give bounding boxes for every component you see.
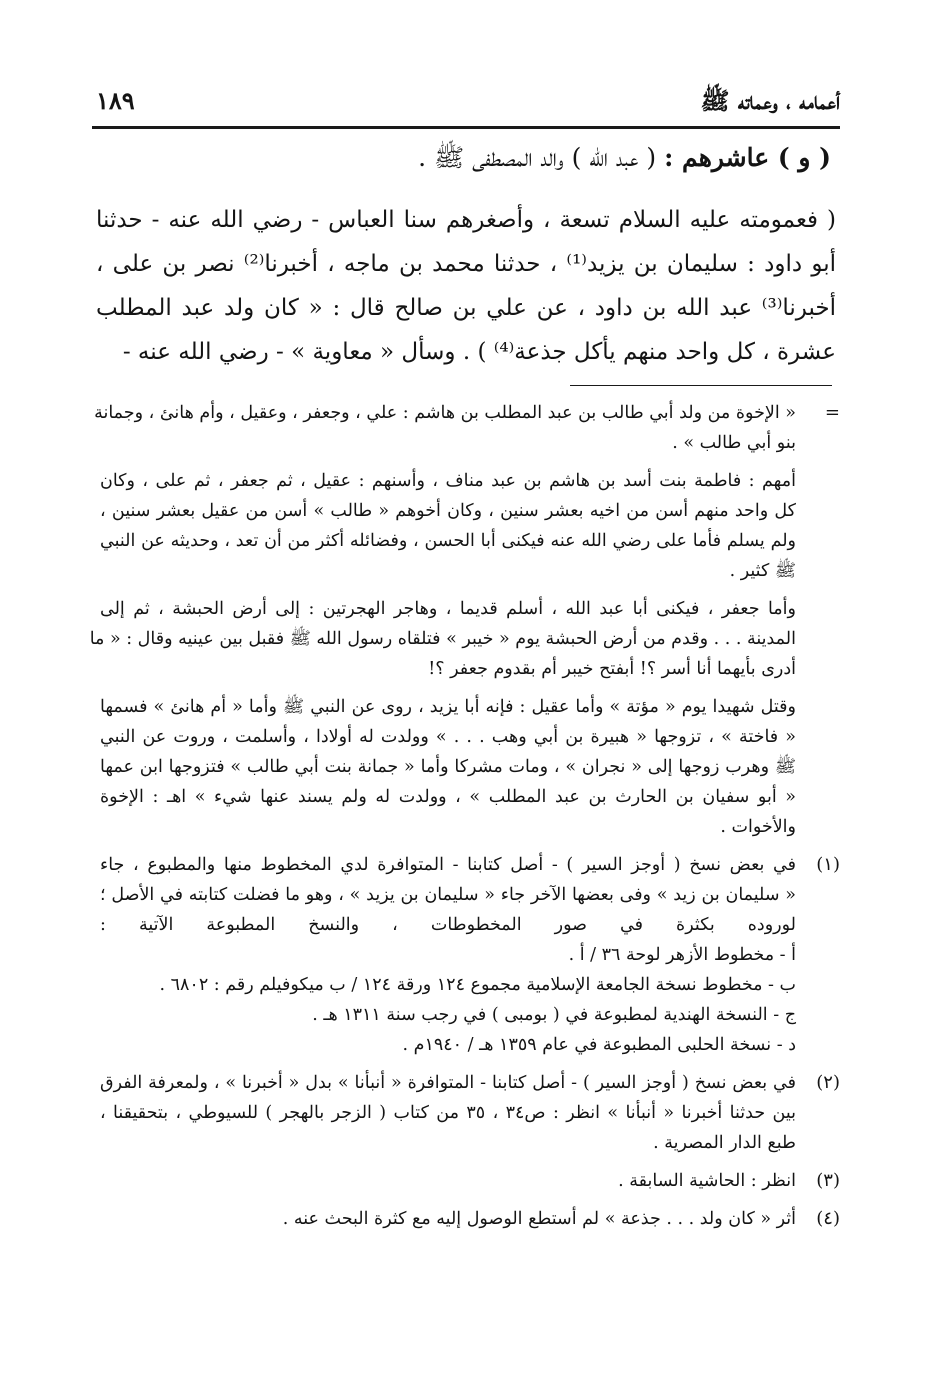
page-header (92, 80, 840, 129)
footnote-text (89, 594, 796, 684)
footnote-text (100, 1068, 796, 1158)
footnote-line: « فاختة » ، تزوجها « هبيرة بن أبي وهب . . . » وولدت له أولادا ، وأسلمت ، وروت عن النبي (100, 727, 796, 747)
footnote-line: ج - النسخة الهندية لمطبوعة في ( بومبى ) في رجب سنة ١٣١١ هـ . (312, 1005, 796, 1025)
footnote-mark: (١) (816, 854, 840, 875)
footnote (100, 1068, 840, 1158)
footnote (100, 466, 840, 586)
footnote-text (100, 466, 796, 586)
footnote-mark: = (824, 402, 840, 423)
footnote (89, 594, 840, 684)
footnote-separator (570, 385, 832, 386)
footnote-line: ولم يسلم فأما على رضي الله عنه فيكنى أبا الحسن ، وفضائله أكثر من أن تعد ، وحديثه عن النبي (100, 531, 796, 551)
heading-rest: ( عبد الله ) والد المصطفى ﷺ . (418, 143, 657, 172)
footnote-line: طبع الدار المصرية . (653, 1133, 796, 1153)
footnote-text (100, 850, 796, 1060)
footnote-line: ﷺ وهرب زوجها إلى « نجران » ، ومات مشركا وأما « جمانة بنت أبي طالب » فتزوجها ابن عمها (100, 757, 796, 777)
footnote-line: انظر : الحاشية السابقة . (618, 1171, 796, 1191)
footnote-line: وقتل شهيدا يوم « مؤتة » وأما عقيل : فإنه أبا يزيد ، روى عن النبي ﷺ وأما « أم هانئ » فسمها (100, 697, 796, 717)
footnotes (89, 398, 840, 1242)
footnote-line: « سليمان بن زيد » وفى بعضها الآخر جاء « سليمان بن يزيد » ، وهو ما فضلت كتابته في الأصل ؛ (100, 885, 796, 905)
footnote-line: وأما جعفر ، فيكنى أبا عبد الله ، أسلم قديما ، وهاجر الهجرتين : إلى أرض الحبشة ، ثم إلى (100, 599, 796, 619)
page-number: ١٨٩ (96, 86, 135, 115)
footnote-line: في بعض نسخ ( أوجز السير ) - أصل كتابنا - المتوافرة لدي المخطوط منها والمطبوع ، جاء (100, 855, 796, 875)
footnote (100, 1204, 840, 1234)
heading-lead: ( و ) عاشرهم : (664, 143, 831, 172)
footnote-line: المدينة . . . وقدم من أرض الحبشة يوم « خيبر » فتلقاه رسول الله ﷺ فقبل بين عينيه وقال : « ما (89, 629, 796, 649)
footnote-line: بين حدثنا أخبرنا « أنبأنا » انظر : ص٣٤ ، ٣٥ من كتاب ( الزجر بالهجر ) للسيوطي ، بتحقيقنا ، (100, 1103, 796, 1123)
footnote (100, 692, 840, 842)
body-line: أخبرنا⁽³⁾ عبد الله بن داود ، عن علي بن صالح قال : « كان ولد عبد المطلب (96, 295, 836, 321)
footnote (100, 850, 840, 1060)
footnote-line: أ - مخطوط الأزهر لوحة ٣٦ / أ . (568, 945, 796, 965)
body-line: عشرة ، كل واحد منهم يأكل جذعة⁽⁴⁾ ) . وسأل « معاوية » - رضي الله عنه - (122, 339, 836, 365)
footnote-line: « الإخوة من ولد أبي طالب بن عبد المطلب بن هاشم : علي ، وجعفر ، وعقيل ، وأم هانئ ، وجمانة (94, 403, 796, 423)
body-line: ( فعمومته عليه السلام تسعة ، وأصغرهم سنا العباس - رضي الله عنه - حدثنا (96, 207, 836, 233)
section-heading (111, 142, 831, 179)
footnote (94, 398, 840, 458)
footnote-line: بنو أبي طالب » . (672, 433, 796, 453)
footnote-line: د - نسخة الحلبى المطبوعة في عام ١٣٥٩ هـ / ١٩٤٠م . (402, 1035, 796, 1055)
footnote-line: لوروده بكثرة في صور المخطوطات ، والنسخ المطبوعة الآتية : (100, 915, 796, 935)
footnote (100, 1166, 840, 1196)
footnote-text (100, 692, 796, 842)
footnote-line: كل واحد منهم أسن من اخيه بعشر سنين ، وكان أخوهم « طالب » أسن من عقيل بعشر سنين ، (100, 501, 796, 521)
body-paragraph (96, 198, 836, 374)
running-head: أعمامه ، وعماته ﷺ (700, 86, 840, 115)
footnote-text (100, 1166, 796, 1196)
footnote-line: أمهم : فاطمة بنت أسد بن هاشم بن عبد مناف ، وأسنهم : عقيل ، ثم جعفر ، ثم على ، وكان (100, 471, 796, 491)
footnote-line: أثر « كان ولد . . . جذعة » لم أستطع الوصول إليه مع كثرة البحث عنه . (282, 1209, 796, 1229)
footnote-line: أدرى بأيهما أنا أسر ؟! أبفتح خيبر أم بقدوم جعفر ؟! (428, 659, 796, 679)
footnote-line: في بعض نسخ ( أوجز السير ) - أصل كتابنا - المتوافرة « أنبأنا » بدل « أخبرنا » ، ولمعرفة الفرق (100, 1073, 796, 1093)
footnote-mark: (٢) (816, 1072, 840, 1093)
footnote-mark: (٣) (816, 1170, 840, 1191)
footnote-text (100, 1204, 796, 1234)
footnote-line: والأخوات . (720, 817, 796, 837)
body-line: أبو داود : سليمان بن يزيد⁽¹⁾ ، حدثنا محمد بن ماجه ، أخبرنا⁽²⁾ نصر بن على ، (96, 251, 836, 277)
footnote-text (94, 398, 796, 458)
footnote-line: « أبو سفيان بن الحارث بن عبد المطلب » ، وولدت له ولم يسند عنها شيء » اهـ : الإخوة (100, 787, 796, 807)
footnote-line: ﷺ كثير . (729, 561, 796, 581)
footnote-mark: (٤) (816, 1208, 840, 1229)
footnote-line: ب - مخطوط نسخة الجامعة الإسلامية مجموع ١٢٤ ورقة ١٢٤ / ب ميكوفيلم رقم : ٦٨٠٢ . (159, 975, 796, 995)
